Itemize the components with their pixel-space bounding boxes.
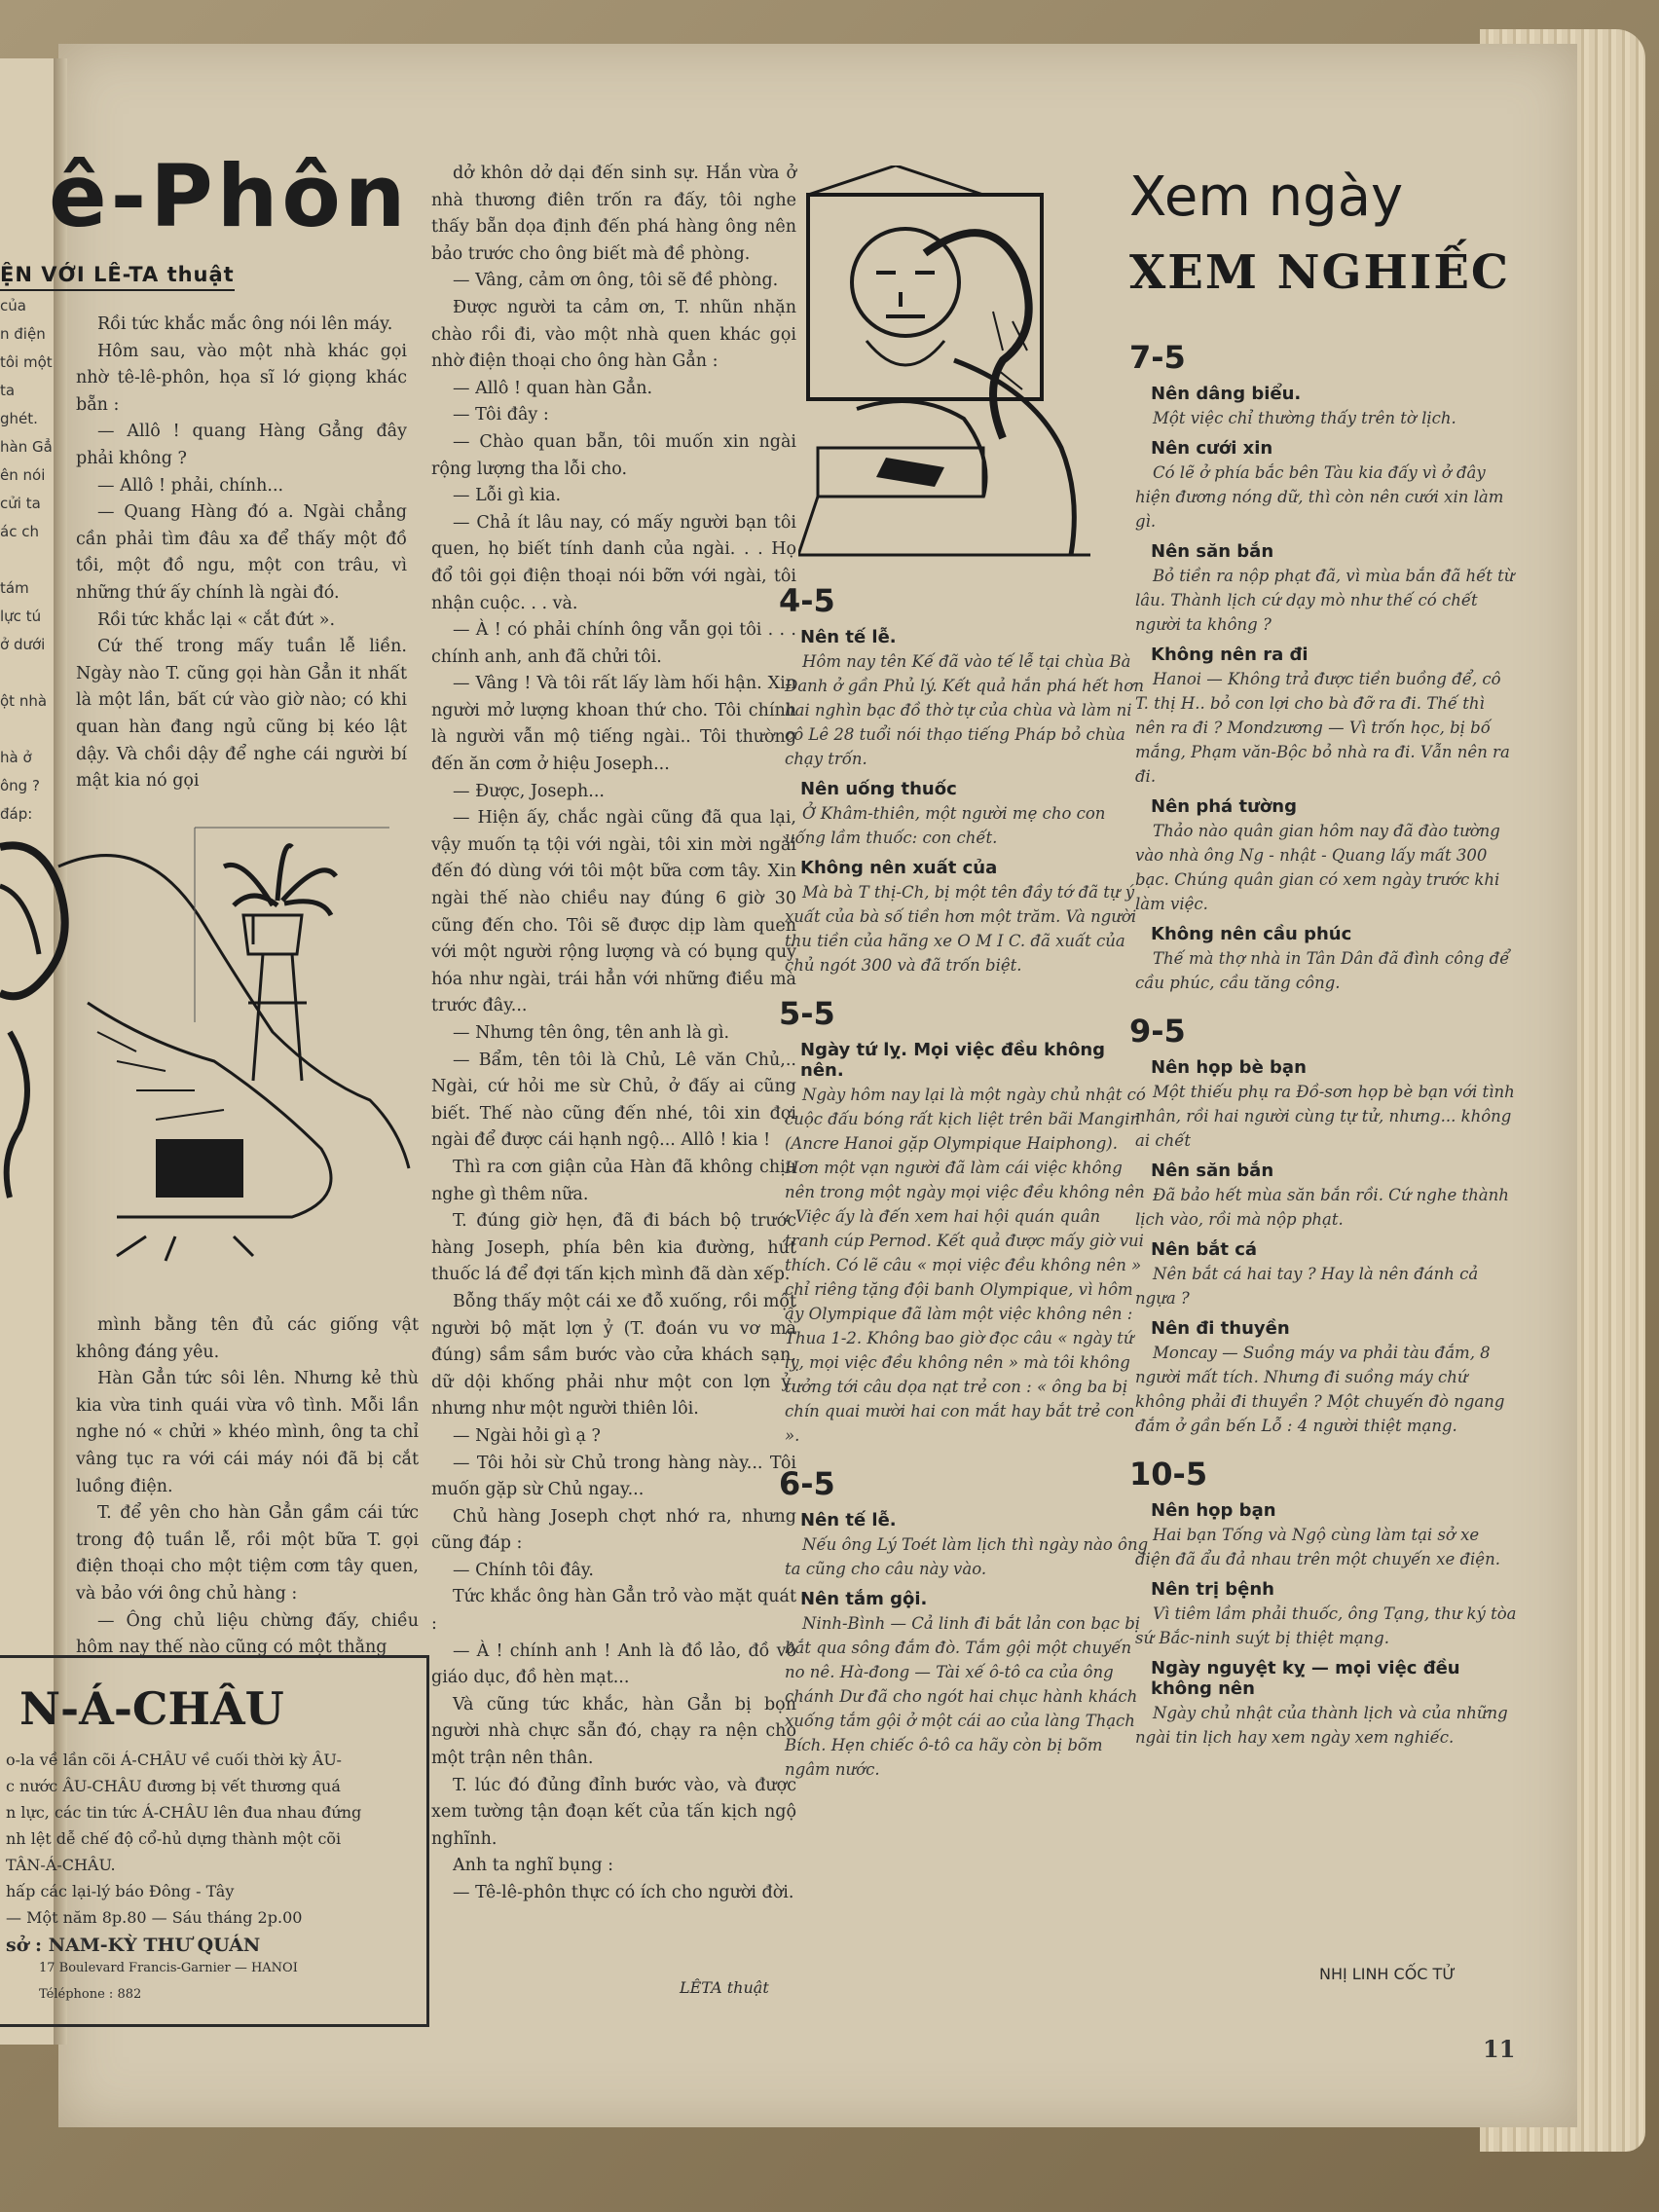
advice-heading: Nên săn bắn [1151,1161,1274,1181]
paragraph: T. lúc đó đủng đỉnh bước vào, và được xem tường tận đoạn kết của tấn kịch ngộ nghĩnh. [431,1775,796,1849]
paragraph: Hàn Gẳn tức sôi lên. Nhưng kẻ thù kia vừa tinh quái vừa vô tình. Mỗi lần nghe nó « chửi » khéo mình, ông ta chỉ vâng tục ra với cái máy nói đã bị cắt luồng điện. [76,1369,419,1496]
text-fragment [0,659,68,687]
text-fragment: hàn Gẳ [0,438,53,456]
text-fragment: ông ? [0,777,40,794]
right-article-title-line-1: Xem ngày [1129,166,1404,229]
advice-text: Hôm nay tên Kế đã vào tế lễ tại chùa Bà Đanh ở gần Phủ lý. Kết quả hắn phá hết hơn hai nghìn bạc đồ thờ tự của chùa và làm ni cô Lê 28 tuổi nói thạo tiếng Pháp bỏ chùa chạy trốn. [785,652,1144,768]
man-with-plant-illustration [0,808,419,1295]
left-article-byline: ỆN VỚI LÊ-TA thuật [0,263,235,291]
paragraph: — Chính tôi đây. [453,1560,594,1580]
text-fragment: đáp: [0,805,33,823]
advice-text: Bỏ tiền ra nộp phạt đã, vì mùa bắn đã hết từ lâu. Thành lịch cứ dạy mò như thế có chết người ta không ? [1135,567,1515,634]
paragraph: Bỗng thấy một cái xe đỗ xuống, rồi một người bộ mặt lợn ỷ (T. đoán vu vơ mà đúng) sầm sầm bước vào cửa khách sạn, dữ dội khống phải như một con lợn ỷ, nhưng như một người thiên lôi. [431,1291,796,1419]
paragraph: T. để yên cho hàn Gẳn gầm cái tức trong độ tuần lễ, rồi một bữa T. gọi điện thoại cho một tiệm cơm tây quen, và bảo với ông chủ hàng : [76,1503,419,1604]
paragraph: — Được, Joseph... [453,781,605,801]
paragraph: — Hiện ấy, chắc ngài cũng đã qua lại, vậy muốn tạ tội với ngài, tôi xin mời ngài đến đó dùng với tôi một bữa cơm tây. Xin ngài thế nào chiều nay đúng 6 giờ 30 cũng đến cho. Tôi sẽ được dịp làm quen với một người rộng lượng và có bụng quý hóa như ngài, trái hẳn với những điều mà trước đây... [431,808,796,1016]
text-fragment: ta [0,382,16,399]
left-article-column-2 [431,161,796,1907]
advice-text: Thế mà thợ nhà in Tân Dân đã đình công để cầu phúc, cầu tăng công. [1135,949,1510,992]
paragraph: — À ! có phải chính ông vẫn gọi tôi . . . chính anh, anh đã chửi tôi. [431,620,796,667]
paragraph: — Allô ! phải, chính... [97,475,284,496]
paragraph: dở khôn dở dại đến sinh sự. Hắn vừa ở nhà thương điên trốn ra đấy, tôi nghe thấy bẵn dọa định đến phá hàng ông nên bảo trước cho ông biết mà đề phòng. [431,164,796,264]
paragraph: T. đúng giờ hẹn, đã đi bách bộ trước hàng Joseph, phía bên kia đường, hút thuốc lá để đợi tấn kịch mình đã dàn xếp. [431,1211,796,1285]
advice-text: Hanoi — Không trả được tiền buồng để, cô T. thị H.. bỏ con lợi cho bà đỡ ra đi. Thế thì nên ra đi ? Mondzương — Vì trốn học, bị bố mắng, Phạm văn-Bộc bỏ nhà ra đi. Vẫn nên ra đi. [1135,670,1510,786]
advice-text: Đã bảo hết mùa săn bắn rồi. Cứ nghe thành lịch vào, rồi mà nộp phạt. [1135,1186,1509,1229]
advice-text: Ngày hôm nay lại là một ngày chủ nhật có cuộc đấu bóng rất kịch liệt trên bãi Mangin (Ancre Hanoi gặp Olympique Haiphong). Hơn một vạn người đã làm cái việc không nên trong một ngày mọi việc đều không nên : Việc ấy là đến xem hai hội quán quân tranh cúp Pernod. Kết quả được mấy giờ vui thích. Có lẽ câu « mọi việc đều không nên » chỉ riêng tặng đội banh Olympique, vì hôm ấy Olympique đã làm một việc không nên : Thua 1-2. Không bao giờ đọc câu « ngày tứ lỵ, mọi việc đều không nên » mà tôi không tưởng tới câu dọa nạt trẻ con : « ông ba bị chín quai mười hai con mắt hay bắt trẻ con ». [785,1086,1146,1445]
advice-heading: Nên họp bạn [1151,1500,1276,1521]
paragraph: — Allô ! quan hàn Gẳn. [453,378,653,398]
advice-text: Vì tiêm lầm phải thuốc, ông Tạng, thư ký tòa sứ Bắc-ninh suýt bị thiệt mạng. [1135,1604,1517,1647]
horoscope-column-left [779,565,1149,1788]
paragraph: — Tê-lê-phôn thực có ích cho người đời. [453,1883,794,1902]
text-fragment: ác ch [0,523,39,540]
paragraph: Hôm sau, vào một nhà khác gọi nhờ tê-lê-phôn, họa sĩ lớ giọng khác bẵn : [76,341,407,415]
text-fragment: ghét. [0,410,38,427]
advice-text: Có lẽ ở phía bắc bên Tàu kia đấy vì ở đây hiện đương nóng dữ, thì còn nên cưới xin làm gì. [1135,463,1504,531]
date-heading: 10-5 [1129,1456,1208,1493]
paragraph: Được người ta cảm ơn, T. nhũn nhặn chào rồi đi, vào một nhà quen khác gọi nhờ điện thoại cho ông hàn Gẳn : [431,297,796,372]
advice-heading: Nên bắt cá [1151,1239,1258,1260]
advice-heading: Nên tắm gội. [800,1589,928,1609]
paragraph: Chủ hàng Joseph chợt nhớ ra, nhưng cũng đáp : [431,1506,796,1554]
right-article-title-line-2: XEM NGHIẾC [1129,245,1511,300]
date-heading: 4-5 [779,582,835,619]
paragraph: — Nhưng tên ông, tên anh là gì. [453,1023,730,1043]
text-fragment: của [0,297,26,314]
paragraph: — Bẩm, tên tôi là Chủ, Lê văn Chủ,.. Ngài, cứ hỏi me sừ Chủ, ở đấy ai cũng biết. Thế nào cũng đến nhé, tôi xin đợi ngài để được cái hạnh ngộ... Allô ! kia ! [431,1050,796,1151]
advice-text: Một việc chỉ thường thấy trên tờ lịch. [1153,409,1456,427]
advice-heading: Nên tế lễ. [800,1510,897,1530]
paragraph: — Ngài hỏi gì ạ ? [453,1425,601,1446]
advice-heading: Nên cưới xin [1151,438,1273,459]
text-fragment: tám [0,579,29,597]
advice-text: Moncay — Suồng máy va phải tàu đắm, 8 người mất tích. Nhưng đi suồng máy chứ không phải đi thuyền ? Một chuyến đò ngang đắm ở gần bến Lỗ : 4 người thiệt mạng. [1135,1344,1505,1435]
ad-title: N-Á-CHÂU [19,1682,284,1735]
ad-line: 17 Boulevard Francis-Garnier — HANOI [39,1961,298,1975]
right-article-signature: NHỊ LINH CỐC TỬ [1319,1965,1456,1983]
text-fragment: ên nói [0,466,46,484]
advice-text: Mà bà T thị-Ch, bị một tên đầy tớ đã tự ý xuất của bà số tiền hơn một trăm. Và người thu tiền của hãng xe O M I C. đã xuất của chủ ngót 300 và đã trốn biệt. [785,883,1137,975]
advice-text: Nếu ông Lý Toét làm lịch thì ngày nào ông ta cũng cho câu này vào. [785,1535,1149,1578]
left-article-column-1 [76,312,407,795]
ad-line: — Một năm 8p.80 — Sáu tháng 2p.00 [6,1908,303,1927]
left-article-column-1-continued [76,1312,419,1662]
ad-line: TÂN-Á-CHÂU. [6,1856,116,1874]
paragraph: — Chào quan bẵn, tôi muốn xin ngài rộng lượng tha lỗi cho. [431,431,796,479]
advice-heading: Nên săn bắn [1151,541,1274,562]
advice-heading: Nên trị bệnh [1151,1579,1274,1600]
advice-text: Ở Khâm-thiên, một người mẹ cho con uống lầm thuốc: con chết. [785,804,1106,847]
advice-heading: Nên dâng biểu. [1151,384,1302,404]
paragraph: Rồi tức khắc mắc ông nói lên máy. [97,314,393,334]
text-fragment: ở dưới [0,636,46,653]
advice-heading: Không nên xuất của [800,858,998,878]
paragraph: — Allô ! quang Hàng Gẳng đây phải không ? [76,422,407,468]
ad-line: o-la về lần cõi Á-CHÂU về cuối thời kỳ ÂU- [6,1751,342,1769]
paragraph: — Tôi đây : [453,405,549,425]
horoscope-column-right [1129,321,1519,1755]
advice-text: Ngày chủ nhật của thành lịch và của những ngài tin lịch hay xem ngày xem nghiếc. [1135,1704,1508,1747]
paragraph: — À ! chính anh ! Anh là đồ lảo, đồ vô giáo dục, đồ hèn mạt... [431,1641,796,1688]
advice-heading: Không nên cầu phúc [1151,924,1352,944]
paragraph: Tức khắc ông hàn Gẳn trỏ vào mặt quát : [431,1587,796,1635]
text-fragment [0,716,68,744]
fortune-teller-illustration [798,166,1100,574]
text-fragment: hà ở [0,749,32,766]
paragraph: — Vâng ! Và tôi rất lấy làm hối hận. Xin người mở lượng khoan thứ cho. Tôi chính là người vẫn mộ tiếng ngài.. Tôi thường đến ăn cơm ở hiệu Joseph... [431,674,796,775]
advice-heading: Nên đi thuyền [1151,1318,1290,1339]
ad-line: n lực, các tin tức Á-CHÂU lên đua nhau đứng [6,1803,362,1822]
paragraph: Thì ra cơn giận của Hàn đã không chịu nghe gì thêm nữa. [431,1157,796,1204]
paragraph: Và cũng tức khắc, hàn Gẳn bị bọn người nhà chực sẵn đó, chạy ra nện cho một trận nên thân. [431,1694,796,1769]
advice-heading: Không nên ra đi [1151,645,1309,665]
tan-a-chau-advertisement [0,1655,429,2027]
advice-text: Nên bắt cá hai tay ? Hay là nên đánh cả ngựa ? [1135,1265,1479,1308]
advice-heading: Ngày nguyệt kỵ — mọi việc đều không nên [1151,1658,1460,1699]
left-article-title: ê-Phôn [49,146,410,246]
ad-line: hấp các lại-lý báo Đông - Tây [6,1882,235,1900]
paragraph: — Chả ít lâu nay, có mấy người bạn tôi quen, họ biết tính danh của ngài. . . Họ đổ tôi gọi điện thoại nói bỡn với ngài, tôi nhận cuộc. . . và. [431,512,796,613]
paragraph: — Tôi hỏi sừ Chủ trong hàng này... Tôi muốn gặp sừ Chủ ngay... [431,1453,796,1500]
paragraph: — Lỗi gì kia. [453,486,562,506]
advice-heading: Nên uống thuốc [800,779,957,799]
paragraph: Cứ thế trong mấy tuần lễ liền. Ngày nào T. cũng gọi hàn Gẳn it nhất là một lần, bất cứ vào giờ nào; có khi quan hàn đang ngủ cũng bị kéo lật dậy. Và chồi dậy để nghe cái người bí mật kia nó gọi [76,637,407,792]
paragraph: — Vâng, cảm ơn ông, tôi sẽ đề phòng. [453,271,779,291]
paragraph: Rồi tức khắc lại « cắt đứt ». [97,609,336,630]
text-fragment [0,546,68,574]
advice-text: Một thiếu phụ ra Đồ-sơn họp bè bạn với tình nhân, rồi hai người cùng tự tử, nhưng... không ai chết [1135,1083,1515,1150]
ad-line: nh lệt dễ chế độ cổ-hủ dựng thành một cõi [6,1829,342,1848]
date-heading: 7-5 [1129,339,1186,376]
ad-line: c nước ÂU-CHÂU đương bị vết thương quá [6,1777,341,1795]
left-article-author: LÊTA thuật [680,1978,769,1997]
advice-text: Thảo nào quân gian hôm nay đã đào tường vào nhà ông Ng - nhật - Quang lấy mất 300 bạc. Chúng quân gian có xem ngày trước khi làm việc. [1135,822,1500,913]
date-heading: 9-5 [1129,1013,1186,1050]
page-number: 11 [1483,2035,1516,2063]
text-fragment: ột nhà [0,692,48,710]
date-heading: 6-5 [779,1465,835,1502]
advice-heading: Nên họp bè bạn [1151,1057,1307,1078]
ad-line: Téléphone : 882 [39,1987,142,2002]
advice-heading: Ngày tứ lỵ. Mọi việc đều không nên. [800,1040,1106,1081]
text-fragment: n điện [0,325,46,343]
date-heading: 5-5 [779,995,835,1032]
advice-text: Ninh-Bình — Cả linh đi bắt lản con bạc bị bắt qua sông đắm đò. Tắm gội một chuyến no nê. Hà-đong — Tài xế ô-tô ca của ông chánh Dư đã cho ngót hai chục hành khách xuống tắm gội ở một cái ao của làng Thạch Bích. Hẹn chiếc ô-tô ca hãy còn bị bõm ngâm nước. [785,1614,1141,1779]
advice-heading: Nên phá tường [1151,796,1297,817]
text-fragment: lực tú [0,608,42,625]
paragraph: — Ông chủ liệu chừng đấy, chiều hôm nay thế nào cũng có một thằng [76,1610,419,1658]
text-fragment: cửi ta [0,495,41,512]
paragraph: — Quang Hàng đó a. Ngài chẳng cần phải tìm đâu xa để thấy một đồ tồi, một đồ ngu, một con trâu, vì những thứ ấy chính là ngài đó. [76,502,407,603]
advice-heading: Nên tế lễ. [800,627,897,647]
paragraph: Anh ta nghĩ bụng : [453,1856,614,1876]
paragraph: mình bằng tên đủ các giống vật không đáng yêu. [76,1315,419,1362]
text-fragment: tôi một [0,353,53,371]
ad-line: sở : NAM-KỲ THƯ QUÁN [6,1935,261,1956]
advice-text: Hai bạn Tống và Ngộ cùng làm tại sở xe điện đã ẩu đả nhau trên một chuyến xe điện. [1135,1526,1500,1568]
